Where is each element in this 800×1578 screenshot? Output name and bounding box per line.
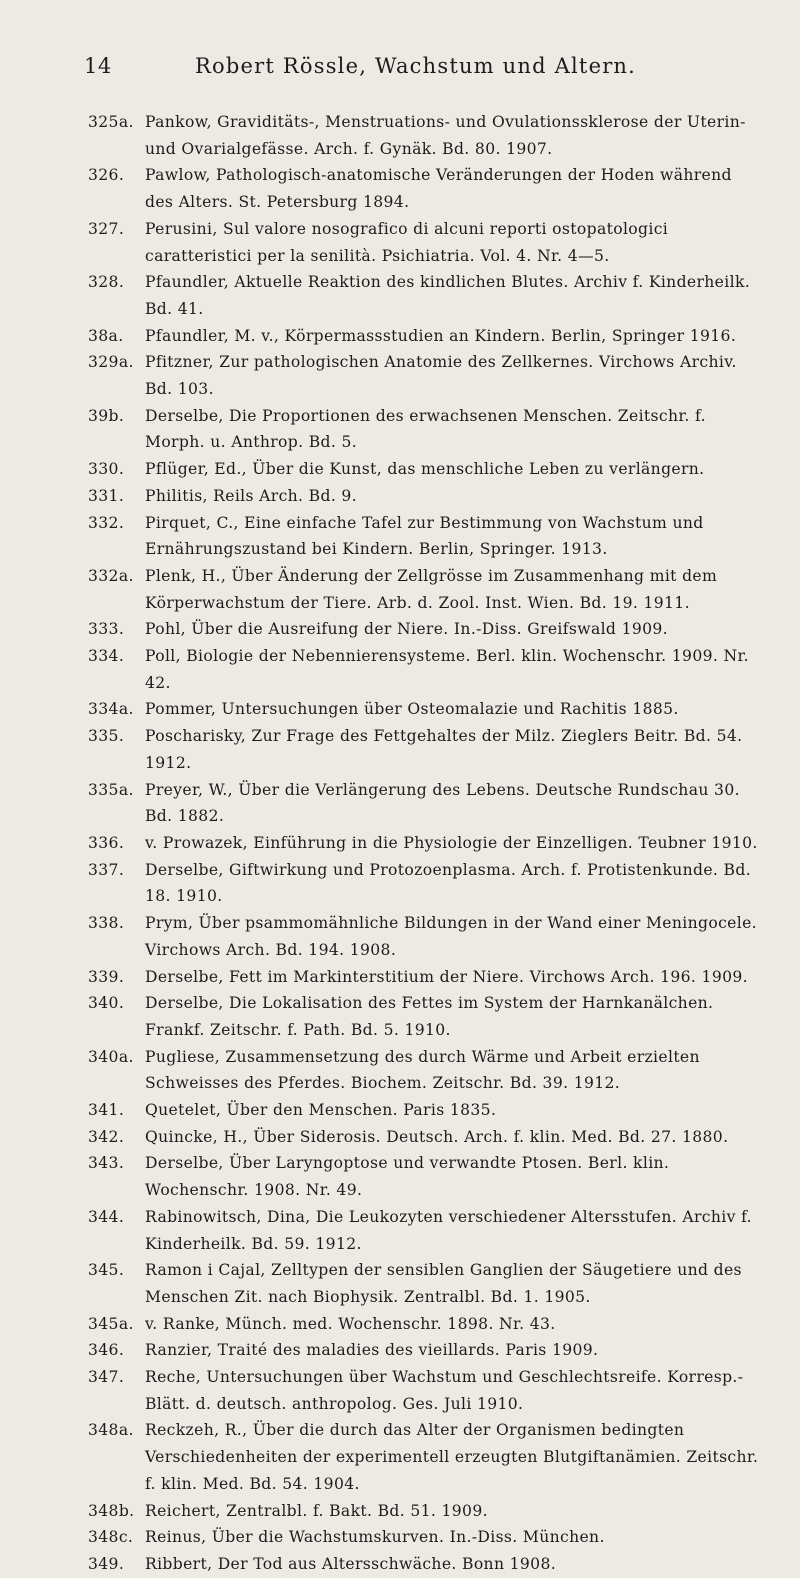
reference-entry (0, 563, 800, 616)
reference-text: v. Prowazek, Einführung in die Physiologie der Einzelligen. Teubner 1910. (145, 833, 758, 852)
reference-text: Pankow, Graviditäts-, Menstruations- und Ovulationssklerose der Uterin- und Ovarialgefässe. Arch. f. Gynäk. Bd. 80. 1907. (145, 113, 746, 158)
reference-number: 348b. (88, 1501, 135, 1520)
reference-text: Reckzeh, R., Über die durch das Alter der Organismen bedingten Verschiedenheiten der experimentell erzeugten Blutgiftanämien. Zeitschr. f. klin. Med. Bd. 54. 1904. (145, 1421, 759, 1493)
reference-entry (0, 1150, 800, 1203)
reference-entry (0, 964, 800, 991)
reference-entry (0, 349, 800, 402)
reference-entry (0, 323, 800, 350)
reference-entry (0, 910, 800, 963)
reference-number: 342. (88, 1127, 125, 1146)
reference-text: Rabinowitsch, Dina, Die Leukozyten verschiedener Altersstufen. Archiv f. Kinderheilk. Bd. 59. 1912. (145, 1207, 752, 1253)
reference-number: 327. (88, 219, 125, 238)
reference-number: 332. (88, 513, 125, 532)
reference-text: Preyer, W., Über die Verlängerung des Lebens. Deutsche Rundschau 30. Bd. 1882. (145, 780, 740, 826)
reference-number: 334a. (88, 700, 134, 719)
reference-entry (0, 162, 800, 215)
reference-entry (0, 1097, 800, 1124)
reference-text: Derselbe, Über Laryngoptose und verwandte Ptosen. Berl. klin. Wochenschr. 1908. Nr. 49. (145, 1154, 670, 1200)
reference-entry (0, 777, 800, 830)
reference-text: Reche, Untersuchungen über Wachstum und Geschlechtsreife. Korresp.-Blätt. d. deutsch. anthropolog. Ges. Juli 1910. (145, 1368, 744, 1413)
reference-text: Pohl, Über die Ausreifung der Niere. In.-Diss. Greifswald 1909. (145, 620, 668, 639)
reference-text: Prym, Über psammomähnliche Bildungen in der Wand einer Meningocele. Virchows Arch. Bd. 194. 1908. (145, 914, 757, 959)
reference-entry (0, 456, 800, 483)
reference-text: Quetelet, Über den Menschen. Paris 1835. (145, 1101, 497, 1120)
reference-text: Pirquet, C., Eine einfache Tafel zur Bestimmung von Wachstum und Ernährungszustand bei Kindern. Berlin, Springer. 1913. (145, 513, 704, 559)
reference-number: 334. (88, 647, 125, 666)
reference-entry (0, 1257, 800, 1310)
page-header (0, 54, 800, 84)
reference-text: Plenk, H., Über Änderung der Zellgrösse im Zusammenhang mit dem Körperwachstum der Tiere. Arb. d. Zool. Inst. Wien. Bd. 19. 1911. (145, 566, 718, 612)
reference-number: 337. (88, 860, 125, 879)
page-number: 14 (84, 54, 112, 78)
reference-number: 348c. (88, 1528, 134, 1547)
reference-number: 340. (88, 994, 125, 1013)
reference-number: 339. (88, 967, 125, 986)
reference-number: 329a. (88, 353, 134, 372)
reference-text: Pfaundler, Aktuelle Reaktion des kindlichen Blutes. Archiv f. Kinderheilk. Bd. 41. (145, 273, 751, 318)
reference-text: Reinus, Über die Wachstumskurven. In.-Diss. München. (145, 1528, 605, 1547)
reference-number: 336. (88, 833, 125, 852)
reference-text: Pfaundler, M. v., Körpermassstudien an Kindern. Berlin, Springer 1916. (145, 326, 737, 345)
reference-text: Pawlow, Pathologisch-anatomische Veränderungen der Hoden während des Alters. St. Petersburg 1894. (145, 166, 732, 212)
reference-number: 346. (88, 1341, 125, 1360)
reference-text: Poscharisky, Zur Frage des Fettgehaltes der Milz. Zieglers Beitr. Bd. 54. 1912. (145, 727, 743, 772)
reference-entry (0, 1524, 800, 1551)
reference-text: Pugliese, Zusammensetzung des durch Wärme und Arbeit erzielten Schweisses des Pferdes. Biochem. Zeitschr. Bd. 39. 1912. (145, 1047, 700, 1093)
reference-number: 335a. (88, 780, 134, 799)
reference-text: Perusini, Sul valore nosografico di alcuni reporti ostopatologici caratteristici per la senilità. Psichiatria. Vol. 4. Nr. 4—5. (145, 219, 669, 265)
reference-number: 345a. (88, 1314, 134, 1333)
reference-entry (0, 723, 800, 776)
reference-number: 330. (88, 460, 125, 479)
reference-number: 338. (88, 914, 125, 933)
reference-number: 345. (88, 1261, 125, 1280)
reference-entry (0, 830, 800, 857)
reference-number: 347. (88, 1368, 125, 1387)
running-head: Robert Rössle, Wachstum und Altern. (195, 54, 637, 78)
reference-number: 341. (88, 1101, 125, 1120)
reference-text: Pommer, Untersuchungen über Osteomalazie und Rachitis 1885. (145, 700, 679, 719)
reference-number: 340a. (88, 1047, 134, 1066)
reference-entry (0, 109, 800, 162)
reference-entry (0, 403, 800, 456)
reference-entry (0, 269, 800, 322)
reference-text: Poll, Biologie der Nebennierensysteme. Berl. klin. Wochenschr. 1909. Nr. 42. (145, 647, 749, 692)
reference-entry (0, 1044, 800, 1097)
reference-text: Derselbe, Die Lokalisation des Fettes im System der Harnkanälchen. Frankf. Zeitschr. f. Path. Bd. 5. 1910. (145, 994, 714, 1039)
reference-text: Ranzier, Traité des maladies des vieillards. Paris 1909. (145, 1341, 599, 1360)
reference-number: 335. (88, 727, 125, 746)
reference-text: Quincke, H., Über Siderosis. Deutsch. Arch. f. klin. Med. Bd. 27. 1880. (145, 1127, 729, 1146)
reference-text: Derselbe, Giftwirkung und Protozoenplasma. Arch. f. Protistenkunde. Bd. 18. 1910. (145, 860, 751, 906)
reference-text: Pfitzner, Zur pathologischen Anatomie des Zellkernes. Virchows Archiv. Bd. 103. (145, 353, 737, 399)
reference-entry (0, 1498, 800, 1525)
reference-entry (0, 216, 800, 269)
reference-entry (0, 1124, 800, 1151)
reference-entry (0, 510, 800, 563)
reference-number: 38a. (88, 326, 124, 345)
reference-entry (0, 1337, 800, 1364)
reference-number: 325a. (88, 113, 134, 131)
reference-list (0, 109, 800, 1578)
reference-text: Ribbert, Der Tod aus Altersschwäche. Bonn 1908. (145, 1554, 557, 1573)
reference-entry (0, 857, 800, 910)
reference-number: 344. (88, 1207, 125, 1226)
reference-text: Reichert, Zentralbl. f. Bakt. Bd. 51. 1909. (145, 1501, 488, 1520)
reference-number: 343. (88, 1154, 125, 1173)
reference-number: 328. (88, 273, 125, 292)
reference-number: 332a. (88, 566, 134, 585)
reference-entry (0, 1551, 800, 1578)
reference-number: 331. (88, 486, 125, 505)
reference-entry (0, 696, 800, 723)
reference-entry (0, 1204, 800, 1257)
reference-entry (0, 1417, 800, 1497)
reference-entry (0, 616, 800, 643)
reference-entry (0, 1311, 800, 1338)
reference-text: Derselbe, Die Proportionen des erwachsenen Menschen. Zeitschr. f. Morph. u. Anthrop. Bd. 5. (145, 406, 706, 452)
reference-number: 349. (88, 1554, 125, 1573)
reference-text: Pflüger, Ed., Über die Kunst, das menschliche Leben zu verlängern. (145, 460, 705, 479)
reference-entry (0, 990, 800, 1043)
reference-text: Ramon i Cajal, Zelltypen der sensiblen Ganglien der Säugetiere und des Menschen Zit. nach Biophysik. Zentralbl. Bd. 1. 1905. (145, 1261, 742, 1306)
reference-entry (0, 483, 800, 510)
reference-entry (0, 643, 800, 696)
reference-number: 326. (88, 166, 125, 185)
reference-text: v. Ranke, Münch. med. Wochenschr. 1898. Nr. 43. (145, 1314, 556, 1333)
reference-text: Derselbe, Fett im Markinterstitium der Niere. Virchows Arch. 196. 1909. (145, 967, 748, 986)
reference-number: 348a. (88, 1421, 134, 1440)
reference-number: 333. (88, 620, 125, 639)
reference-entry (0, 1364, 800, 1417)
reference-text: Philitis, Reils Arch. Bd. 9. (145, 486, 358, 505)
reference-number: 39b. (88, 406, 125, 425)
